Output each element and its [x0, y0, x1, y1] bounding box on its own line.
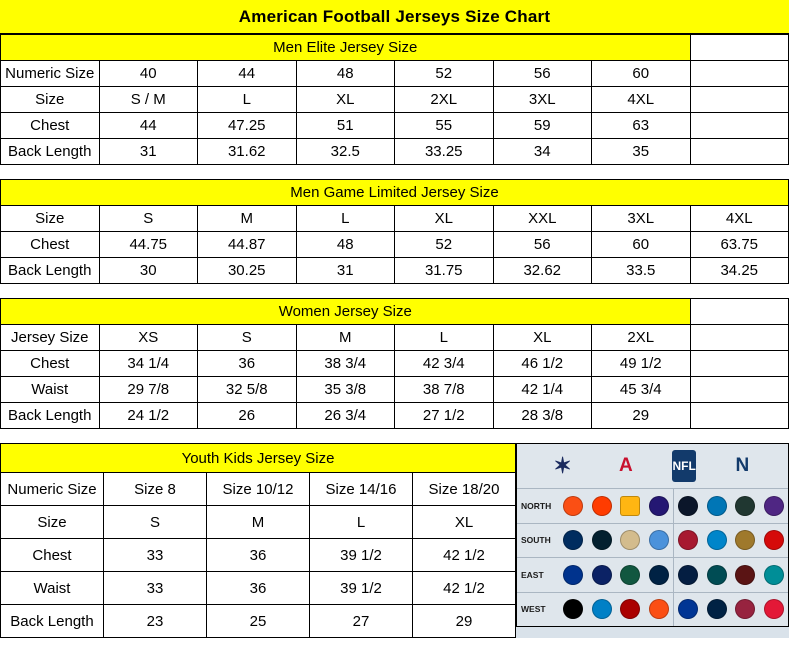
ravens-logo-icon — [649, 496, 669, 516]
cell: 29 — [413, 605, 516, 638]
cell: 44.75 — [99, 232, 198, 258]
division-row-north — [517, 488, 788, 523]
cell: 39 1/2 — [310, 539, 413, 572]
cell: 42 1/4 — [493, 377, 592, 403]
cell: Size 18/20 — [413, 473, 516, 506]
49ers-logo-icon — [620, 599, 640, 619]
table-row — [1, 232, 789, 258]
youth-table-wrap — [0, 443, 516, 638]
afc-east-teams — [559, 558, 674, 592]
table-row — [1, 377, 789, 403]
cell: 32 5/8 — [198, 377, 297, 403]
cell: 36 — [207, 572, 310, 605]
section-gap — [0, 429, 789, 443]
cell: 36 — [207, 539, 310, 572]
bills-logo-icon — [563, 565, 583, 585]
cell: 55 — [395, 113, 494, 139]
row-label: Numeric Size — [1, 473, 104, 506]
division-row-west — [517, 592, 788, 627]
youth-heading: Youth Kids Jersey Size — [1, 444, 516, 473]
cell: 31.75 — [395, 258, 494, 284]
afc-south-teams — [559, 524, 674, 558]
cell: 2XL — [592, 325, 691, 351]
row-label: Size — [1, 206, 100, 232]
table-section-header-row — [1, 180, 789, 206]
conference-logo-row — [517, 444, 788, 488]
cell-empty — [690, 403, 789, 429]
cell: 35 3/8 — [296, 377, 395, 403]
table-row — [1, 113, 789, 139]
cell: 59 — [493, 113, 592, 139]
women-table — [0, 298, 789, 429]
cardinals-logo-icon — [735, 599, 755, 619]
cell: XL — [493, 325, 592, 351]
cell: 33 — [104, 539, 207, 572]
cell: 34.25 — [690, 258, 789, 284]
cell: M — [198, 206, 297, 232]
vikings-logo-icon — [764, 496, 784, 516]
row-label: Chest — [1, 351, 100, 377]
table-row — [1, 139, 789, 165]
cell: 29 7/8 — [99, 377, 198, 403]
table-row — [1, 258, 789, 284]
youth-table — [0, 443, 516, 638]
cell: 46 1/2 — [493, 351, 592, 377]
cell: 34 — [493, 139, 592, 165]
eagles-logo-icon — [707, 565, 727, 585]
table-row — [1, 506, 516, 539]
division-label: EAST — [521, 569, 544, 580]
cell: Size 10/12 — [207, 473, 310, 506]
afc-north-teams — [559, 489, 674, 523]
cowboys-logo-icon — [678, 565, 698, 585]
cell: 3XL — [493, 87, 592, 113]
men-elite-table — [0, 34, 789, 165]
table-row — [1, 206, 789, 232]
nfl-shield-star-icon: ✶ — [553, 453, 572, 478]
cell: Size 8 — [104, 473, 207, 506]
cell: 27 1/2 — [395, 403, 494, 429]
cell: 48 — [296, 61, 395, 87]
cell: 23 — [104, 605, 207, 638]
cell: S — [198, 325, 297, 351]
cell: 63.75 — [690, 232, 789, 258]
cell: 51 — [296, 113, 395, 139]
cell: L — [198, 87, 297, 113]
cell: 29 — [592, 403, 691, 429]
cell-empty — [690, 113, 789, 139]
cell: 32.62 — [493, 258, 592, 284]
page-title-bar — [0, 0, 789, 34]
titans-logo-icon — [649, 530, 669, 550]
cell: 3XL — [592, 206, 691, 232]
division-label: WEST — [521, 604, 546, 615]
cell: 24 1/2 — [99, 403, 198, 429]
cell: 42 1/2 — [413, 572, 516, 605]
patriots-logo-icon — [649, 565, 669, 585]
browns-logo-icon — [592, 496, 612, 516]
cell-empty — [690, 351, 789, 377]
cell: 33 — [104, 572, 207, 605]
table-section-header-row — [1, 444, 516, 473]
cell: 52 — [395, 232, 494, 258]
men-elite-heading: Men Elite Jersey Size — [1, 35, 691, 61]
cell: 32.5 — [296, 139, 395, 165]
cell: L — [296, 206, 395, 232]
cell: 38 7/8 — [395, 377, 494, 403]
nfl-shield-icon: NFL — [672, 450, 696, 482]
row-label: Back Length — [1, 258, 100, 284]
table-row — [1, 605, 516, 638]
table-row — [1, 403, 789, 429]
cell: 44 — [99, 113, 198, 139]
men-game-limited-heading: Men Game Limited Jersey Size — [1, 180, 789, 206]
falcons-logo-icon — [678, 530, 698, 550]
row-label: Size — [1, 506, 104, 539]
cell: 36 — [198, 351, 297, 377]
women-heading: Women Jersey Size — [1, 299, 691, 325]
cell: 26 3/4 — [296, 403, 395, 429]
buccaneers-logo-icon — [764, 530, 784, 550]
table-row — [1, 572, 516, 605]
table-row — [1, 539, 516, 572]
cell: 34 1/4 — [99, 351, 198, 377]
row-label: Back Length — [1, 605, 104, 638]
cell: M — [296, 325, 395, 351]
cell: 27 — [310, 605, 413, 638]
chargers-logo-icon — [592, 599, 612, 619]
colts-logo-icon — [563, 530, 583, 550]
cell: 60 — [592, 61, 691, 87]
row-label: Numeric Size — [1, 61, 100, 87]
cell: 35 — [592, 139, 691, 165]
section-gap — [0, 284, 789, 298]
cell: 4XL — [592, 87, 691, 113]
commanders-logo-icon — [735, 565, 755, 585]
bears-logo-icon — [678, 496, 698, 516]
table-row — [1, 325, 789, 351]
row-label: Waist — [1, 377, 100, 403]
spacer-cell — [690, 299, 789, 325]
row-label: Chest — [1, 232, 100, 258]
cell: 56 — [493, 232, 592, 258]
jets-logo-icon — [620, 565, 640, 585]
cell: 38 3/4 — [296, 351, 395, 377]
cell: Size 14/16 — [310, 473, 413, 506]
table-row — [1, 61, 789, 87]
afc-west-teams — [559, 593, 674, 627]
cell: 4XL — [690, 206, 789, 232]
page-title: American Football Jerseys Size Chart — [238, 6, 551, 26]
cell: 33.5 — [592, 258, 691, 284]
division-label: NORTH — [521, 500, 552, 511]
saints-logo-icon — [620, 530, 640, 550]
row-label: Size — [1, 87, 100, 113]
nfl-teams-panel-wrap — [516, 443, 789, 638]
nfc-south-teams — [674, 524, 788, 558]
nfl-teams-panel — [516, 443, 789, 627]
cell: 30 — [99, 258, 198, 284]
table-row — [1, 351, 789, 377]
cell: 60 — [592, 232, 691, 258]
dolphins-logo-icon — [764, 565, 784, 585]
afc-logo-icon: A — [619, 455, 633, 476]
cell: S — [99, 206, 198, 232]
packers-logo-icon — [735, 496, 755, 516]
cell: 31 — [296, 258, 395, 284]
cell: 25 — [207, 605, 310, 638]
cell-empty — [690, 61, 789, 87]
cell: 31.62 — [198, 139, 297, 165]
cell: 52 — [395, 61, 494, 87]
cell: L — [310, 506, 413, 539]
bengals-logo-icon — [563, 496, 583, 516]
nfc-north-teams — [674, 489, 788, 523]
cell-empty — [690, 325, 789, 351]
table-section-header-row — [1, 35, 789, 61]
cell: 26 — [198, 403, 297, 429]
row-label: Chest — [1, 539, 104, 572]
row-label: Waist — [1, 572, 104, 605]
cell: 28 3/8 — [493, 403, 592, 429]
cell: XL — [395, 206, 494, 232]
chiefs-logo-icon — [764, 599, 784, 619]
broncos-logo-icon — [649, 599, 669, 619]
cell: 44.87 — [198, 232, 297, 258]
cell: 40 — [99, 61, 198, 87]
lions-logo-icon — [707, 496, 727, 516]
cell: 2XL — [395, 87, 494, 113]
division-row-east — [517, 557, 788, 592]
division-label: SOUTH — [521, 535, 551, 546]
table-section-header-row — [1, 299, 789, 325]
nfc-logo-icon: N — [735, 455, 750, 476]
row-label: Back Length — [1, 139, 100, 165]
cell: 33.25 — [395, 139, 494, 165]
cell: 49 1/2 — [592, 351, 691, 377]
nfc-east-teams — [674, 558, 788, 592]
men-game-limited-table — [0, 179, 789, 284]
panthers-logo-icon — [707, 530, 727, 550]
cell: XL — [413, 506, 516, 539]
cell: M — [207, 506, 310, 539]
nfc-west-teams — [674, 593, 788, 627]
cell: 45 3/4 — [592, 377, 691, 403]
cell: 63 — [592, 113, 691, 139]
row-label: Jersey Size — [1, 325, 100, 351]
cell: XL — [296, 87, 395, 113]
cell: 47.25 — [198, 113, 297, 139]
cell: XXL — [493, 206, 592, 232]
giants-logo-icon — [592, 565, 612, 585]
rams-logo-icon — [678, 599, 698, 619]
table-row — [1, 87, 789, 113]
texans-logo-icon — [592, 530, 612, 550]
division-row-south — [517, 523, 788, 558]
cell: 42 3/4 — [395, 351, 494, 377]
cell: 56 — [493, 61, 592, 87]
spacer-cell — [690, 35, 789, 61]
cell: S — [104, 506, 207, 539]
cell: 48 — [296, 232, 395, 258]
row-label: Chest — [1, 113, 100, 139]
cell: 31 — [99, 139, 198, 165]
cell-empty — [690, 87, 789, 113]
seahawks-logo-icon — [707, 599, 727, 619]
cell: 39 1/2 — [310, 572, 413, 605]
cell: L — [395, 325, 494, 351]
table-row — [1, 473, 516, 506]
cell: S / M — [99, 87, 198, 113]
row-label: Back Length — [1, 403, 100, 429]
youth-and-logos-row — [0, 443, 789, 638]
cell: 30.25 — [198, 258, 297, 284]
jaguars-logo-icon — [735, 530, 755, 550]
section-gap — [0, 165, 789, 179]
cell-empty — [690, 139, 789, 165]
cell: XS — [99, 325, 198, 351]
cell: 44 — [198, 61, 297, 87]
cell-empty — [690, 377, 789, 403]
steelers-logo-icon — [620, 496, 640, 516]
cell: 42 1/2 — [413, 539, 516, 572]
raiders-logo-icon — [563, 599, 583, 619]
